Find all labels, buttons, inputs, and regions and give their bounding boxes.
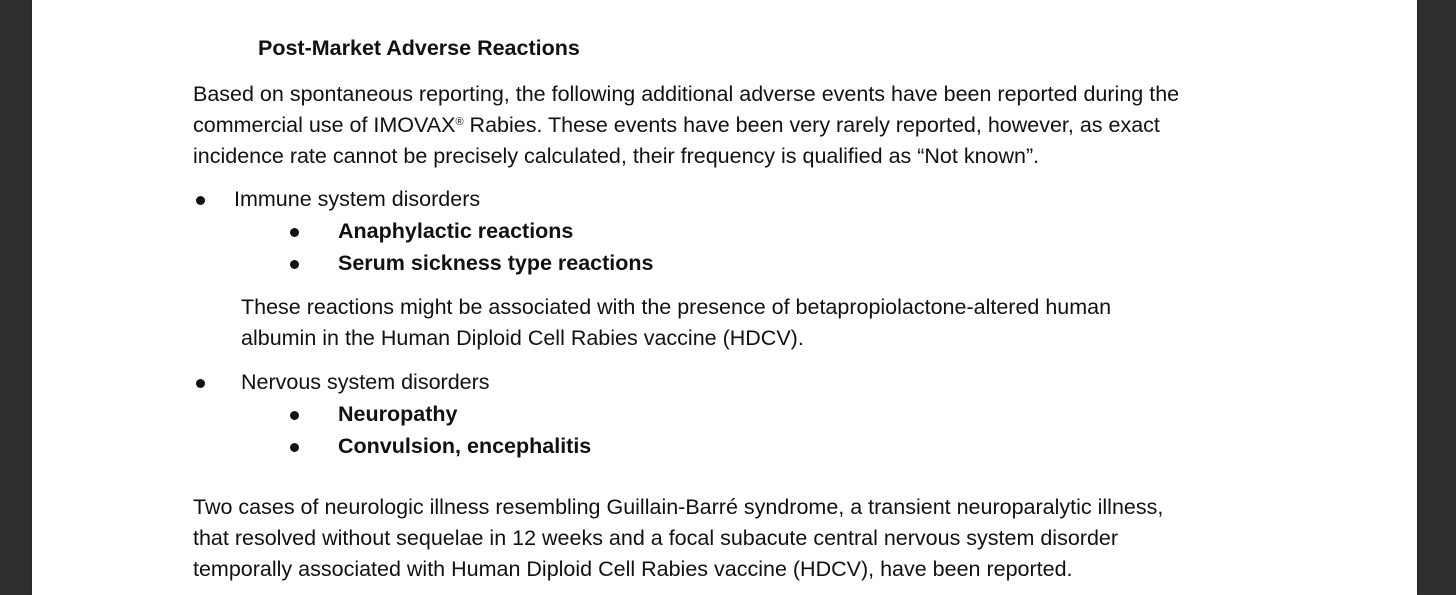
bullet-icon: [196, 379, 205, 388]
bullet-icon: [290, 228, 299, 237]
closing-line-2: that resolved without sequelae in 12 weeks and a focal subacute central nervous system disorder: [193, 526, 1119, 550]
intro-line-2: [193, 110, 1179, 141]
intro-line-1: Based on spontaneous reporting, the following additional adverse events have been reported during the: [193, 82, 1180, 106]
nervous-disorders-title: Nervous system disorders: [241, 370, 490, 394]
closing-line-3: temporally associated with Human Diploid Cell Rabies vaccine (HDCV), have been reported.: [193, 557, 1073, 581]
bullet-icon: [290, 260, 299, 269]
intro-line-2-end: Rabies. These events have been very rarely reported, however, as exact: [463, 113, 1160, 137]
bullet-icon: [290, 411, 299, 420]
immune-note-line-1: These reactions might be associated with the presence of betapropiolactone-altered human: [241, 295, 1112, 319]
section-heading: Post-Market Adverse Reactions: [258, 36, 580, 60]
closing-line-1: Two cases of neurologic illness resembling Guillain-Barré syndrome, a transient neuroparalytic illness,: [193, 495, 1164, 519]
list-item-anaphylactic: Anaphylactic reactions: [338, 219, 574, 243]
list-item-serum-sickness: Serum sickness type reactions: [338, 251, 654, 275]
immune-disorders-title: Immune system disorders: [234, 187, 481, 211]
bullet-icon: [290, 443, 299, 452]
intro-line-2-start: commercial use of IMOVAX: [193, 113, 456, 137]
closing-paragraph: [193, 492, 1163, 585]
intro-line-3: incidence rate cannot be precisely calculated, their frequency is qualified as “Not known”.: [193, 144, 1040, 168]
document-page: [32, 0, 1417, 595]
registered-mark: ®: [455, 116, 464, 128]
immune-note-paragraph: [241, 292, 1111, 354]
intro-paragraph: [193, 79, 1179, 172]
bullet-icon: [196, 196, 205, 205]
list-item-neuropathy: Neuropathy: [338, 402, 458, 426]
immune-note-line-2: albumin in the Human Diploid Cell Rabies vaccine (HDCV).: [241, 326, 804, 350]
list-item-convulsion: Convulsion, encephalitis: [338, 434, 592, 458]
